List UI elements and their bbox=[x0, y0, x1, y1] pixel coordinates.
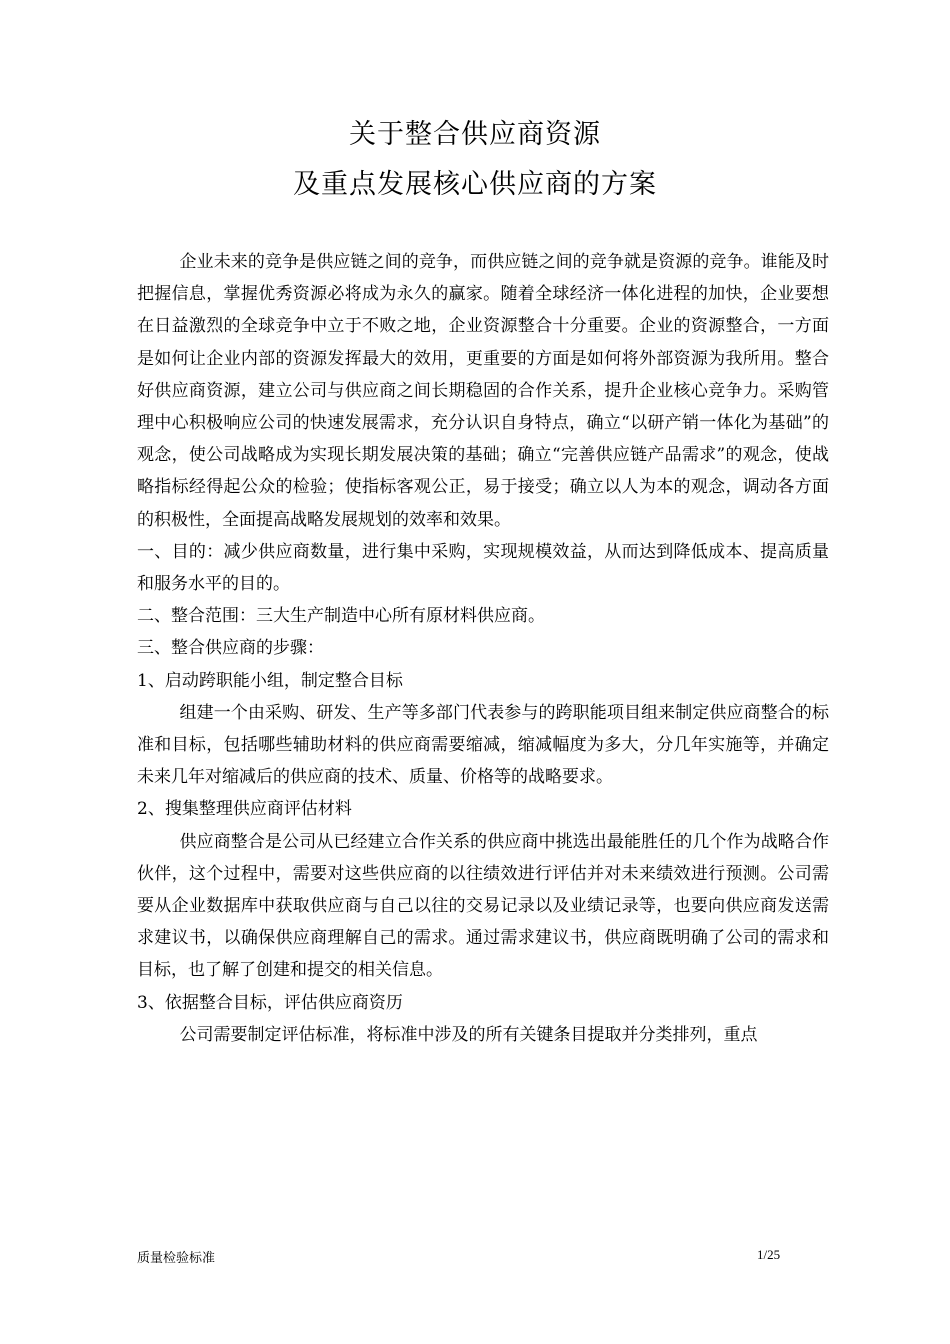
step-2-paragraph: 供应商整合是公司从已经建立合作关系的供应商中挑选出最能胜任的几个作为战略合作伙伴，这个过程中，需要对这些供应商的以往绩效进行评估并对未来绩效进行预测。公司需要从企业数据库中获取供应商与自己以往的交易记录以及业绩记录等，也要向供应商发送需求建议书，以确保供应商理解自己的需求。通过需求建议书，供应商既明确了公司的需求和目标，也了解了创建和提交的相关信息。 bbox=[137, 831, 829, 981]
step-2-heading: 2、搜集整理供应商评估材料 bbox=[137, 799, 352, 820]
footer-label: 质量检验标准 bbox=[137, 1251, 216, 1266]
page-number: 1/25 bbox=[757, 1247, 781, 1262]
section-scope: 二、整合范围：三大生产制造中心所有原材料供应商。 bbox=[137, 606, 545, 627]
title-line-2: 及重点发展核心供应商的方案 bbox=[293, 169, 657, 200]
section-steps-heading: 三、整合供应商的步骤： bbox=[137, 638, 324, 659]
document-title bbox=[0, 110, 950, 210]
step-3-paragraph: 公司需要制定评估标准，将标准中涉及的所有关键条目提取并分类排列，重点 bbox=[179, 1024, 758, 1045]
step-3-heading: 3、依据整合目标，评估供应商资历 bbox=[137, 992, 403, 1013]
step-1-paragraph: 组建一个由采购、研发、生产等多部门代表参与的跨职能项目组来制定供应商整合的标准和目标，包括哪些辅助材料的供应商需要缩减，缩减幅度为多大，分几年实施等，并确定未来几年对缩减后的供应商的技术、质量、价格等的战略要求。 bbox=[137, 702, 829, 788]
document-body bbox=[137, 246, 829, 1051]
title-line-1: 关于整合供应商资源 bbox=[349, 119, 601, 150]
intro-paragraph: 企业未来的竞争是供应链之间的竞争，而供应链之间的竞争就是资源的竞争。谁能及时把握信息，掌握优秀资源必将成为永久的赢家。随着全球经济一体化进程的加快，企业要想在日益激烈的全球竞争中立于不败之地，企业资源整合十分重要。企业的资源整合，一方面是如何让企业内部的资源发挥最大的效用，更重要的方面是如何将外部资源为我所用。整合好供应商资源，建立公司与供应商之间长期稳固的合作关系，提升企业核心竞争力。采购管理中心积极响应公司的快速发展需求，充分认识自身特点，确立“以研产销一体化为基础”的观念，使公司战略成为实现长期发展决策的基础；确立“完善供应链产品需求”的观念，使战略指标经得起公众的检验；使指标客观公正，易于接受；确立以人为本的观念，调动各方面的积极性，全面提高战略发展规划的效率和效果。 bbox=[137, 252, 829, 530]
section-purpose: 一、目的：减少供应商数量，进行集中采购，实现规模效益，从而达到降低成本、提高质量和服务水平的目的。 bbox=[137, 541, 829, 595]
step-1-heading: 1、启动跨职能小组，制定整合目标 bbox=[137, 670, 403, 691]
